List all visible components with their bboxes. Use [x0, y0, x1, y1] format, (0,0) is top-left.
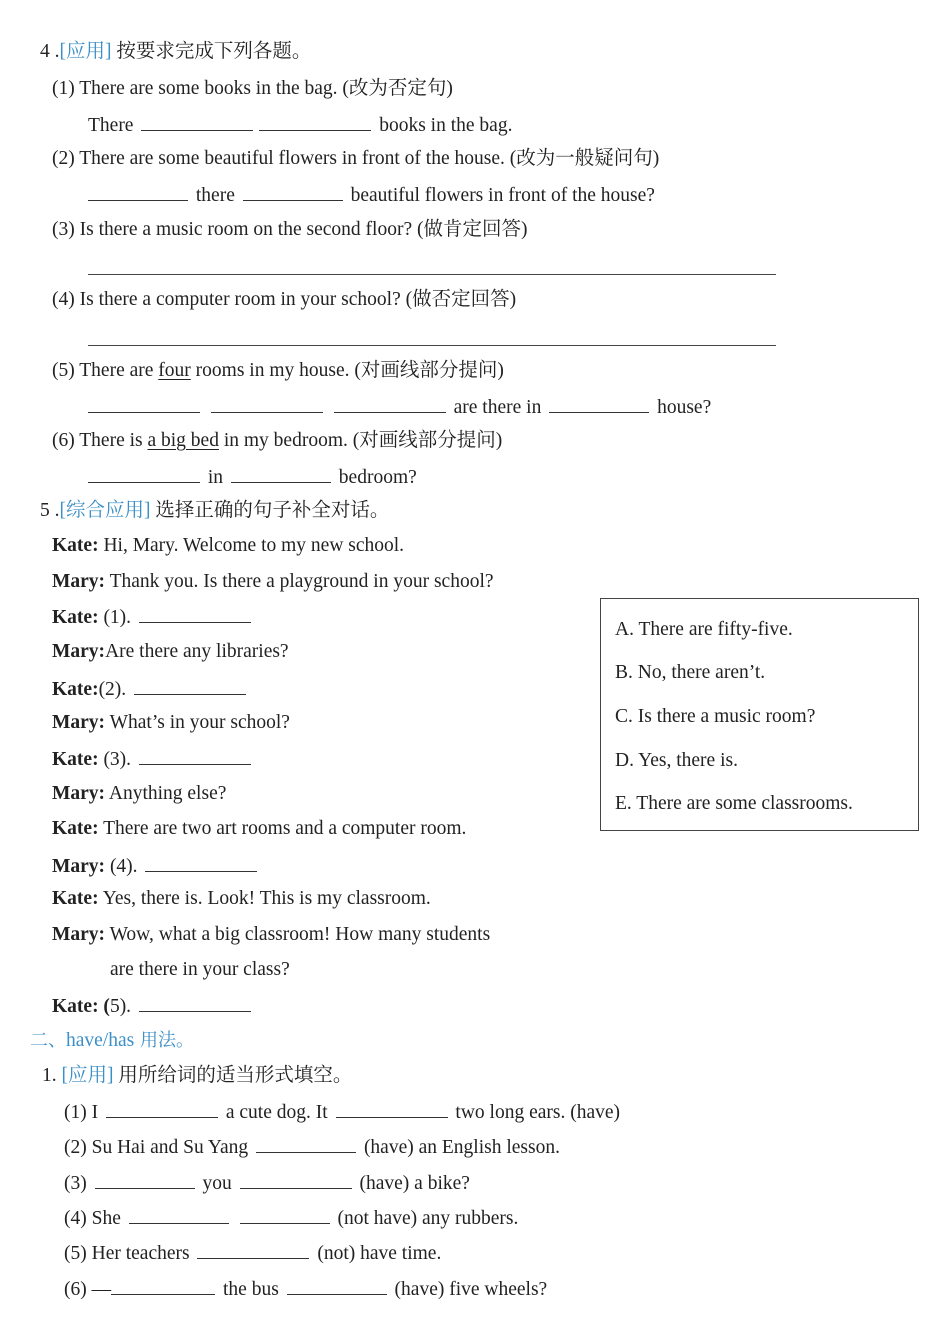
section2-suffix: 用法。 [134, 1030, 194, 1051]
section2-title [30, 1029, 194, 1053]
item-text: (4) She [64, 1208, 121, 1229]
speaker: Kate: [52, 749, 99, 770]
answer-blank[interactable] [139, 604, 251, 623]
item-text: (have) a bike? [359, 1173, 470, 1194]
answer-text: are there in [453, 397, 542, 418]
dialog-line [110, 958, 290, 982]
dialog-text: 5). [109, 996, 136, 1017]
q4-title: 按要求完成下列各题。 [116, 41, 312, 62]
s2-q1-title: 用所给词的适当形式填空。 [118, 1065, 353, 1086]
option-b: B. No, there aren’t. [615, 662, 766, 683]
speaker: Mary: [52, 856, 106, 877]
speaker: Mary: [52, 641, 106, 662]
item-text: (have) an English lesson. [363, 1137, 560, 1158]
answer-text: there [195, 185, 235, 206]
dialog-text: Hi, Mary. Welcome to my new school. [98, 535, 405, 556]
item-text: (1) I [64, 1102, 99, 1123]
q4-item6 [52, 429, 502, 453]
answer-blank[interactable] [336, 1099, 448, 1118]
item-text: (not) have time. [317, 1243, 442, 1264]
dialog-text: (4). [105, 856, 143, 877]
item-text: (not have) any rubbers. [337, 1208, 519, 1229]
s2-item3 [64, 1170, 470, 1196]
dialog-text: (3). [98, 749, 136, 770]
answer-blank[interactable] [287, 1276, 387, 1295]
dialog-line [52, 746, 254, 772]
dialog-line [52, 711, 290, 735]
answer-blank[interactable] [88, 394, 200, 413]
dialog-text: There are two art rooms and a computer room. [98, 818, 467, 839]
s2-item6 [64, 1276, 547, 1302]
s2-q1-heading [42, 1064, 352, 1088]
answer-blank[interactable] [139, 746, 251, 765]
answer-text: house? [657, 397, 712, 418]
dialog-line [52, 923, 490, 947]
dialog-line [52, 640, 289, 664]
speaker: Kate: [52, 679, 99, 700]
q4-item5-answer [88, 394, 711, 420]
q4-item6-answer [88, 464, 417, 490]
q4-tag: [应用] [59, 41, 112, 62]
speaker: Kate: ( [52, 996, 110, 1017]
option-d: D. Yes, there is. [615, 750, 738, 771]
dialog-line [52, 817, 466, 841]
q4-heading [40, 40, 311, 64]
answer-blank[interactable] [106, 1099, 218, 1118]
answer-text: bedroom? [338, 467, 417, 488]
dialog-line [52, 570, 494, 594]
speaker: Mary: [52, 783, 106, 804]
underlined-word: four [158, 360, 191, 381]
item-text: (2) Su Hai and Su Yang [64, 1137, 249, 1158]
answer-blank[interactable] [334, 394, 446, 413]
q4-item5-text: (5) There are [52, 360, 159, 381]
dialog-text: Yes, there is. Look! This is my classroom. [98, 888, 431, 909]
answer-blank[interactable] [256, 1134, 356, 1153]
answer-blank[interactable] [240, 1170, 352, 1189]
dialog-line [52, 676, 249, 702]
answer-blank[interactable] [88, 182, 188, 201]
answer-blank[interactable] [134, 676, 246, 695]
q4-item6-text-end: in my bedroom. (对画线部分提问) [218, 430, 503, 451]
q4-item4: (4) Is there a computer room in your school? (做否定回答) [52, 289, 517, 310]
s2-q1-tag: [应用] [61, 1065, 114, 1086]
answer-text: in [207, 467, 224, 488]
item-text: a cute dog. It [225, 1102, 328, 1123]
underlined-phrase: a big bed [147, 430, 219, 451]
section2-keyword: have/has [66, 1030, 135, 1051]
dialog-line [52, 534, 404, 558]
speaker: Kate: [52, 888, 99, 909]
dialog-text: Are there any libraries? [105, 641, 289, 662]
q4-item3: (3) Is there a music room on the second floor? (做肯定回答) [52, 219, 528, 240]
answer-line[interactable] [88, 274, 776, 275]
dialog-line [52, 993, 254, 1019]
item-text: you [202, 1173, 232, 1194]
item-text: (6) — [64, 1279, 112, 1300]
dialog-text: (2). [98, 679, 132, 700]
answer-blank[interactable] [243, 182, 343, 201]
answer-blank[interactable] [231, 464, 331, 483]
item-text: (have) five wheels? [394, 1279, 548, 1300]
q5-heading [40, 499, 389, 523]
q4-item2: (2) There are some beautiful flowers in front of the house. (改为一般疑问句) [52, 148, 660, 169]
item-text: two long ears. (have) [455, 1102, 621, 1123]
q4-item5 [52, 359, 504, 383]
answer-blank[interactable] [211, 394, 323, 413]
answer-blank[interactable] [141, 112, 253, 131]
speaker: Kate: [52, 607, 99, 628]
q5-tag: [综合应用] [59, 500, 151, 521]
speaker: Kate: [52, 535, 99, 556]
dialog-text: Wow, what a big classroom! How many students [105, 924, 491, 945]
q4-number: 4 . [40, 41, 60, 62]
q4-item1-text: (1) There are some books in the bag. (改为否定 [52, 78, 427, 99]
speaker: Mary: [52, 712, 106, 733]
answer-text: books in the bag. [379, 115, 513, 136]
item-text: the bus [223, 1279, 279, 1300]
answer-blank[interactable] [240, 1205, 330, 1224]
answer-blank[interactable] [88, 464, 200, 483]
answer-blank[interactable] [139, 993, 251, 1012]
speaker: Mary: [52, 571, 106, 592]
answer-blank[interactable] [197, 1240, 309, 1259]
answer-text: beautiful flowers in front of the house? [350, 185, 655, 206]
answer-blank[interactable] [95, 1170, 195, 1189]
dialog-line [52, 782, 226, 806]
item-text: (5) Her teachers [64, 1243, 190, 1264]
answer-blank[interactable] [129, 1205, 229, 1224]
item-text: (3) [64, 1173, 87, 1194]
dialog-text: are there in your class? [110, 959, 290, 980]
answer-blank[interactable] [111, 1276, 215, 1295]
dialog-line [52, 853, 260, 879]
dialog-text: Anything else? [105, 783, 227, 804]
dialog-text: (1). [98, 607, 136, 628]
options-box [600, 598, 919, 831]
dialog-text: Thank you. Is there a playground in your school? [105, 571, 494, 592]
dialog-line [52, 604, 254, 630]
s2-q1-number: 1. [42, 1065, 57, 1086]
option-e: E. There are some classrooms. [615, 793, 853, 814]
s2-item1 [64, 1099, 620, 1125]
answer-blank[interactable] [145, 853, 257, 872]
q5-number: 5 . [40, 500, 60, 521]
q4-item6-text: (6) There is [52, 430, 148, 451]
answer-line[interactable] [88, 345, 776, 346]
q4-item1 [52, 77, 453, 101]
option-c: C. Is there a music room? [615, 706, 816, 727]
section2-prefix: 二、 [30, 1030, 66, 1051]
s2-item4 [64, 1205, 518, 1231]
answer-text: There [88, 115, 134, 136]
option-a: A. There are fifty-five. [615, 619, 793, 640]
q4-item2-answer [88, 182, 655, 208]
answer-blank[interactable] [259, 112, 371, 131]
speaker: Mary: [52, 924, 106, 945]
dialog-line [52, 887, 431, 911]
dialog-text: What’s in your school? [105, 712, 290, 733]
answer-blank[interactable] [549, 394, 649, 413]
q4-item1-answer [88, 112, 512, 138]
q4-item5-text-end: rooms in my house. (对画线部分提问) [190, 360, 504, 381]
q5-title: 选择正确的句子补全对话。 [155, 500, 390, 521]
speaker: Kate: [52, 818, 99, 839]
s2-item2 [64, 1134, 560, 1160]
s2-item5 [64, 1240, 441, 1266]
q4-item1-text-end: 句) [426, 78, 453, 99]
